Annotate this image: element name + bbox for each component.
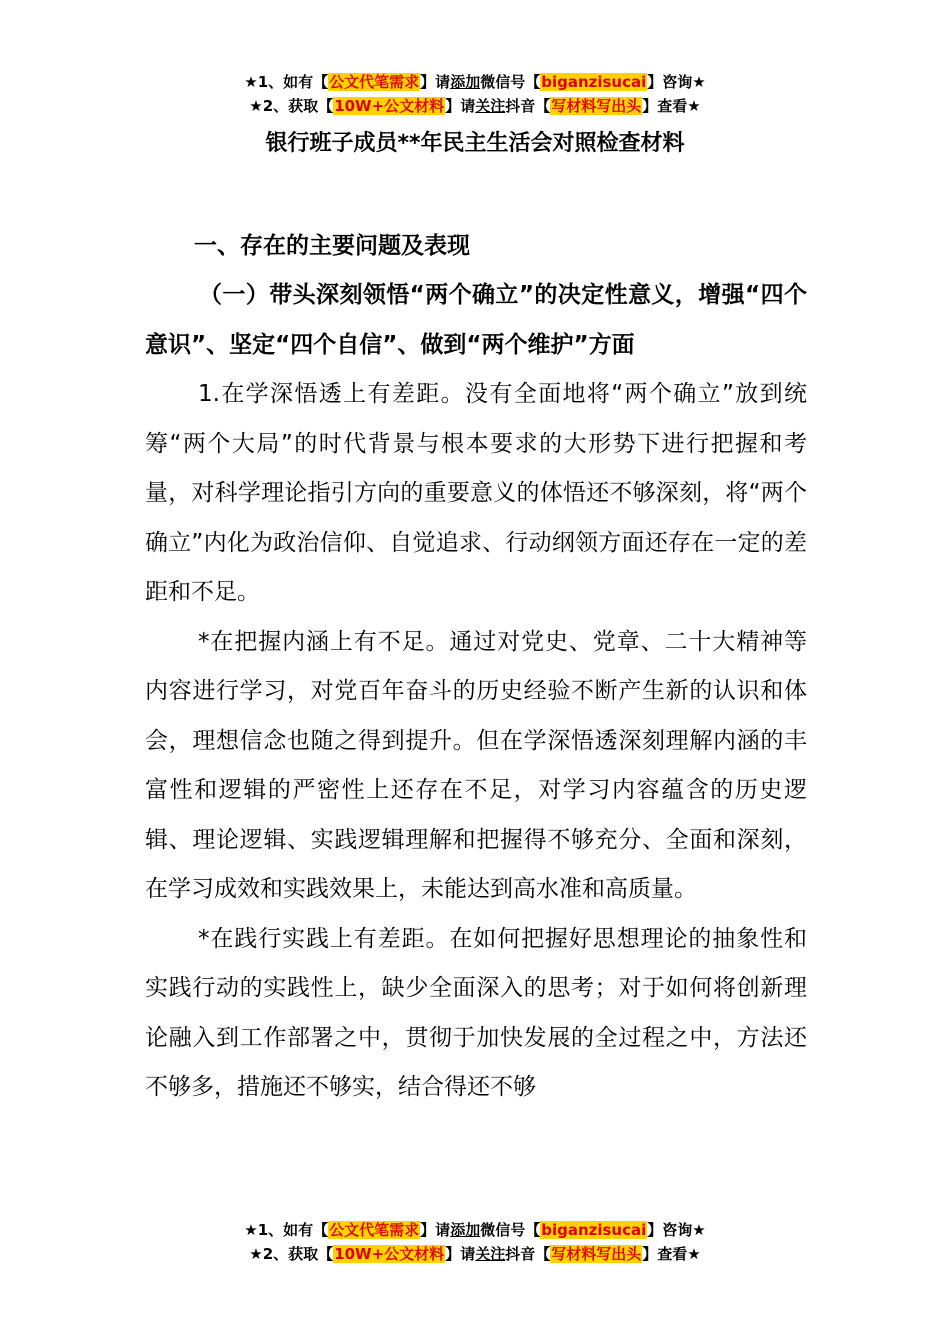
section-heading: 一、存在的主要问题及表现: [194, 233, 470, 259]
document-body: [145, 222, 807, 1113]
promo-underline: 添加: [450, 1221, 481, 1239]
promo-line-2: [0, 94, 950, 118]
promo-text: ★2、获取【: [249, 1245, 334, 1263]
subsection-heading: （一）带头深刻领悟“两个确立”的决定性意义，增强“四个意识”、坚定“四个自信”、做到“两个维护”方面: [145, 282, 807, 358]
promo-text: 】请: [420, 73, 451, 91]
promo-text: 】请: [445, 97, 476, 115]
promo-text: ★1、如有【: [244, 1221, 329, 1239]
document-title: 银行班子成员**年民主生活会对照检查材料: [265, 131, 685, 156]
promo-text: 】查看★: [642, 97, 701, 115]
promo-underline: 添加: [450, 73, 481, 91]
promo-text: ★2、获取【: [249, 97, 334, 115]
promo-underline: 关注: [475, 1245, 506, 1263]
promo-line-2: [0, 1242, 950, 1266]
promo-highlight: 公文代笔需求: [329, 1221, 420, 1239]
promo-highlight: 10W+公文材料: [334, 1245, 445, 1263]
body-paragraph: *在把握内涵上有不足。通过对党史、党章、二十大精神等内容进行学习，对党百年奋斗的历史经验不断产生新的认识和体会，理想信念也随之得到提升。但在学深悟透深刻理解内涵的丰富性和逻辑的严密性上还存在不足，对学习内容蕴含的历史逻辑、理论逻辑、实践逻辑理解和把握得不够充分、全面和深刻，在学习成效和实践效果上，未能达到高水准和高质量。: [145, 628, 807, 902]
promo-highlight: 写材料写出头: [551, 97, 642, 115]
promo-highlight: biganzisucai: [541, 73, 647, 91]
promo-highlight: biganzisucai: [541, 1221, 647, 1239]
promo-line-1: [0, 1218, 950, 1242]
promo-line-1: [0, 70, 950, 94]
promo-text: 】查看★: [642, 1245, 701, 1263]
promo-banner-bottom: [0, 1218, 950, 1266]
promo-text: 】请: [445, 1245, 476, 1263]
promo-text: 微信号【: [480, 1221, 541, 1239]
promo-banner-top: [0, 70, 950, 118]
promo-text: 】咨询★: [647, 1221, 706, 1239]
promo-text: 】咨询★: [647, 73, 706, 91]
promo-text: 微信号【: [480, 73, 541, 91]
promo-text: ★1、如有【: [244, 73, 329, 91]
promo-highlight: 公文代笔需求: [329, 73, 420, 91]
body-paragraph: *在践行实践上有差距。在如何把握好思想理论的抽象性和实践行动的实践性上，缺少全面深入的思考；对于如何将创新理论融入到工作部署之中，贯彻于加快发展的全过程之中，方法还不够多，措施还不够实，结合得还不够: [145, 925, 807, 1100]
body-paragraph: 1.在学深悟透上有差距。没有全面地将“两个确立”放到统筹“两个大局”的时代背景与根本要求的大形势下进行把握和考量，对科学理论指引方向的重要意义的体悟还不够深刻，将“两个确立”内化为政治信仰、自觉追求、行动纲领方面还存在一定的差距和不足。: [145, 381, 807, 605]
promo-highlight: 写材料写出头: [551, 1245, 642, 1263]
promo-text: 抖音【: [505, 97, 551, 115]
promo-highlight: 10W+公文材料: [334, 97, 445, 115]
promo-underline: 关注: [475, 97, 506, 115]
promo-text: 】请: [420, 1221, 451, 1239]
promo-text: 抖音【: [505, 1245, 551, 1263]
